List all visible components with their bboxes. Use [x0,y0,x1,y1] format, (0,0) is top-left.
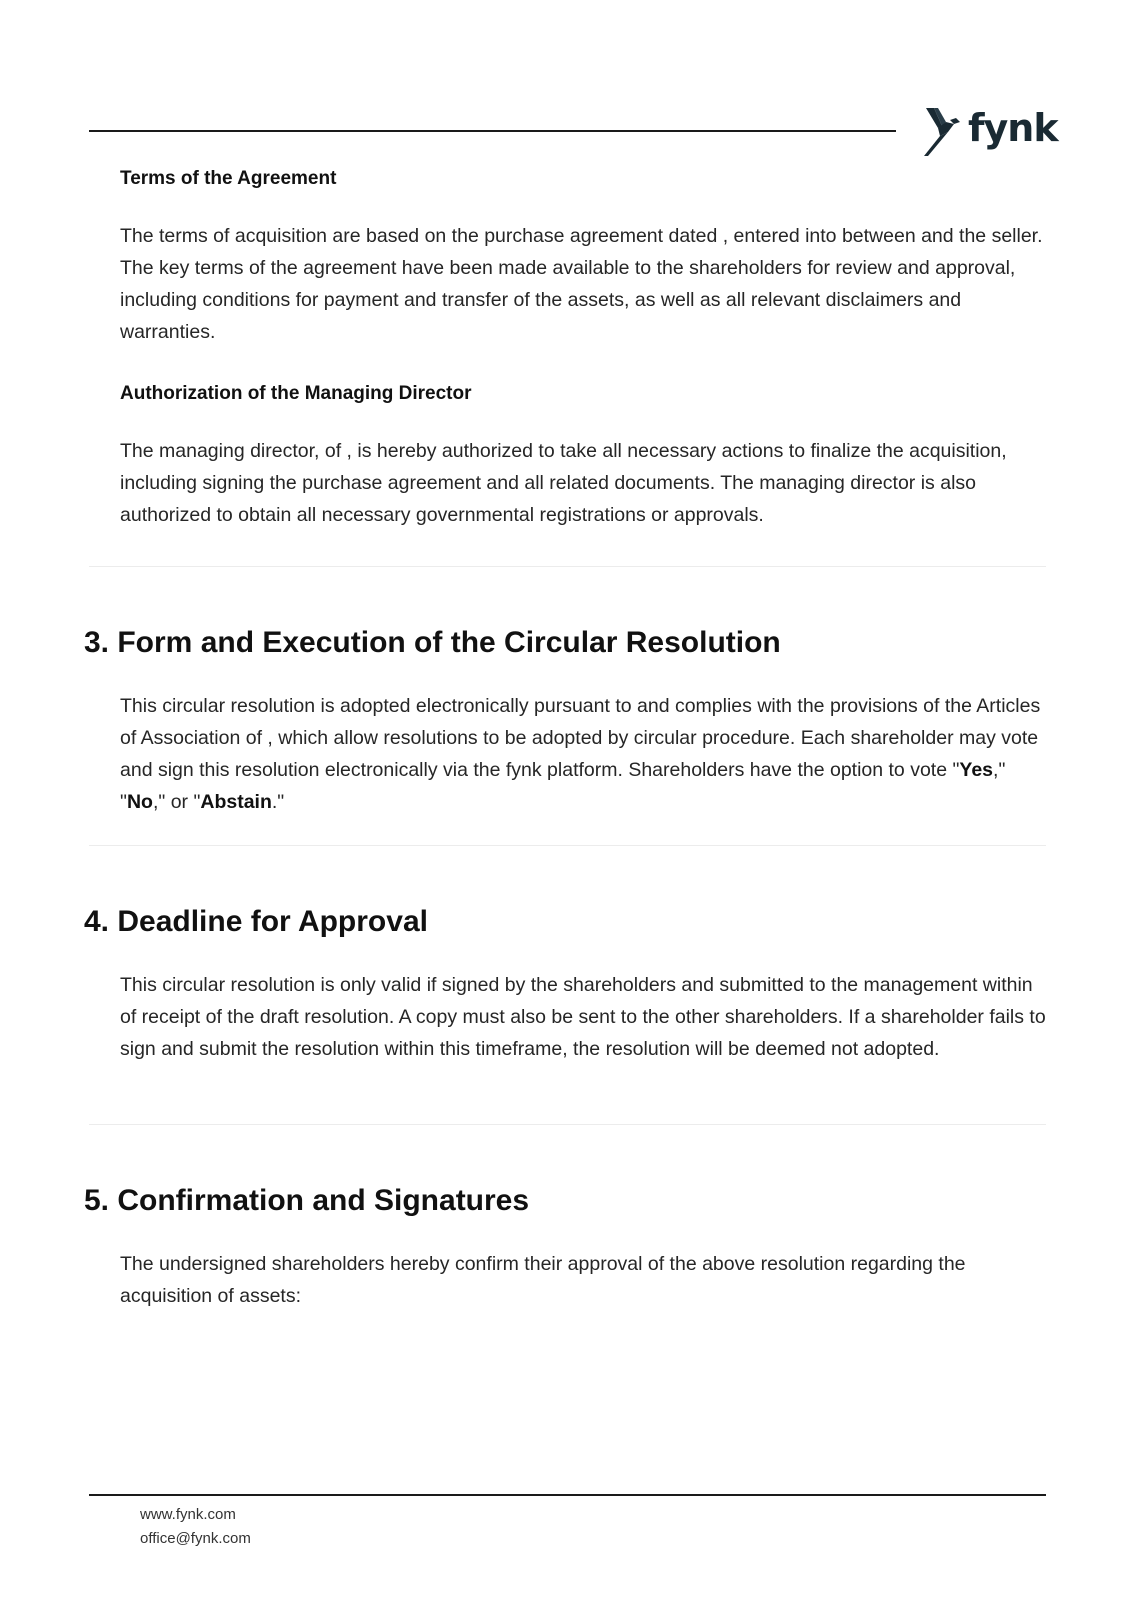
section-3-text-end: ." [271,791,285,813]
terms-heading: Terms of the Agreement [120,168,337,189]
footer-email: office@fynk.com [140,1530,251,1547]
footer-rule [89,1494,1046,1496]
section-4-paragraph: This circular resolution is only valid if signed by the shareholders and submitted to the management within of receipt of the draft resolution. A copy must also be sent to the other shareholders. If a shareholder fails to sign and submit the resolution within this timeframe, the resolution will be deemed not adopted. [120,974,1046,1060]
section-divider [89,1124,1046,1125]
header-rule [89,130,896,132]
terms-paragraph: The terms of acquisition are based on the purchase agreement dated , entered into between and the seller. The key terms of the agreement have been made available to the shareholders for review and approval, including conditions for payment and transfer of the assets, as well as all relevant disclaimers and warranties. [120,225,1043,343]
vote-separator: ," " [120,759,1006,813]
section-3-title: 3. Form and Execution of the Circular Resolution [84,626,781,659]
section-divider [89,566,1046,567]
vote-separator: ," or " [152,791,201,813]
fynk-logo [920,104,1058,160]
authorization-paragraph: The managing director, of , is hereby authorized to take all necessary actions to finalize the acquisition, including signing the purchase agreement and all related documents. The managing director is also authorized to obtain all necessary governmental registrations or approvals. [120,440,1007,526]
vote-yes-label: Yes [959,759,994,781]
footer-website: www.fynk.com [140,1506,236,1523]
vote-no-label: No [126,791,153,813]
section-3-paragraph [120,690,1050,818]
authorization-heading: Authorization of the Managing Director [120,383,472,404]
bird-icon [920,106,962,158]
vote-abstain-label: Abstain [200,791,272,813]
logo-wordmark: fynk [968,106,1058,150]
section-5-title: 5. Confirmation and Signatures [84,1184,530,1217]
section-3-text: This circular resolution is adopted electronically pursuant to and complies with the provisions of the Articles of Association of , which allow resolutions to be adopted by circular procedure. Each shareholder may vote and sign this resolution electronically via the fynk platform. Shareholders have the option to vote " [120,695,1041,781]
section-5-paragraph: The undersigned shareholders hereby confirm their approval of the above resolution regarding the acquisition of assets: [120,1253,966,1307]
section-4-title: 4. Deadline for Approval [84,905,428,938]
section-divider [89,845,1046,846]
